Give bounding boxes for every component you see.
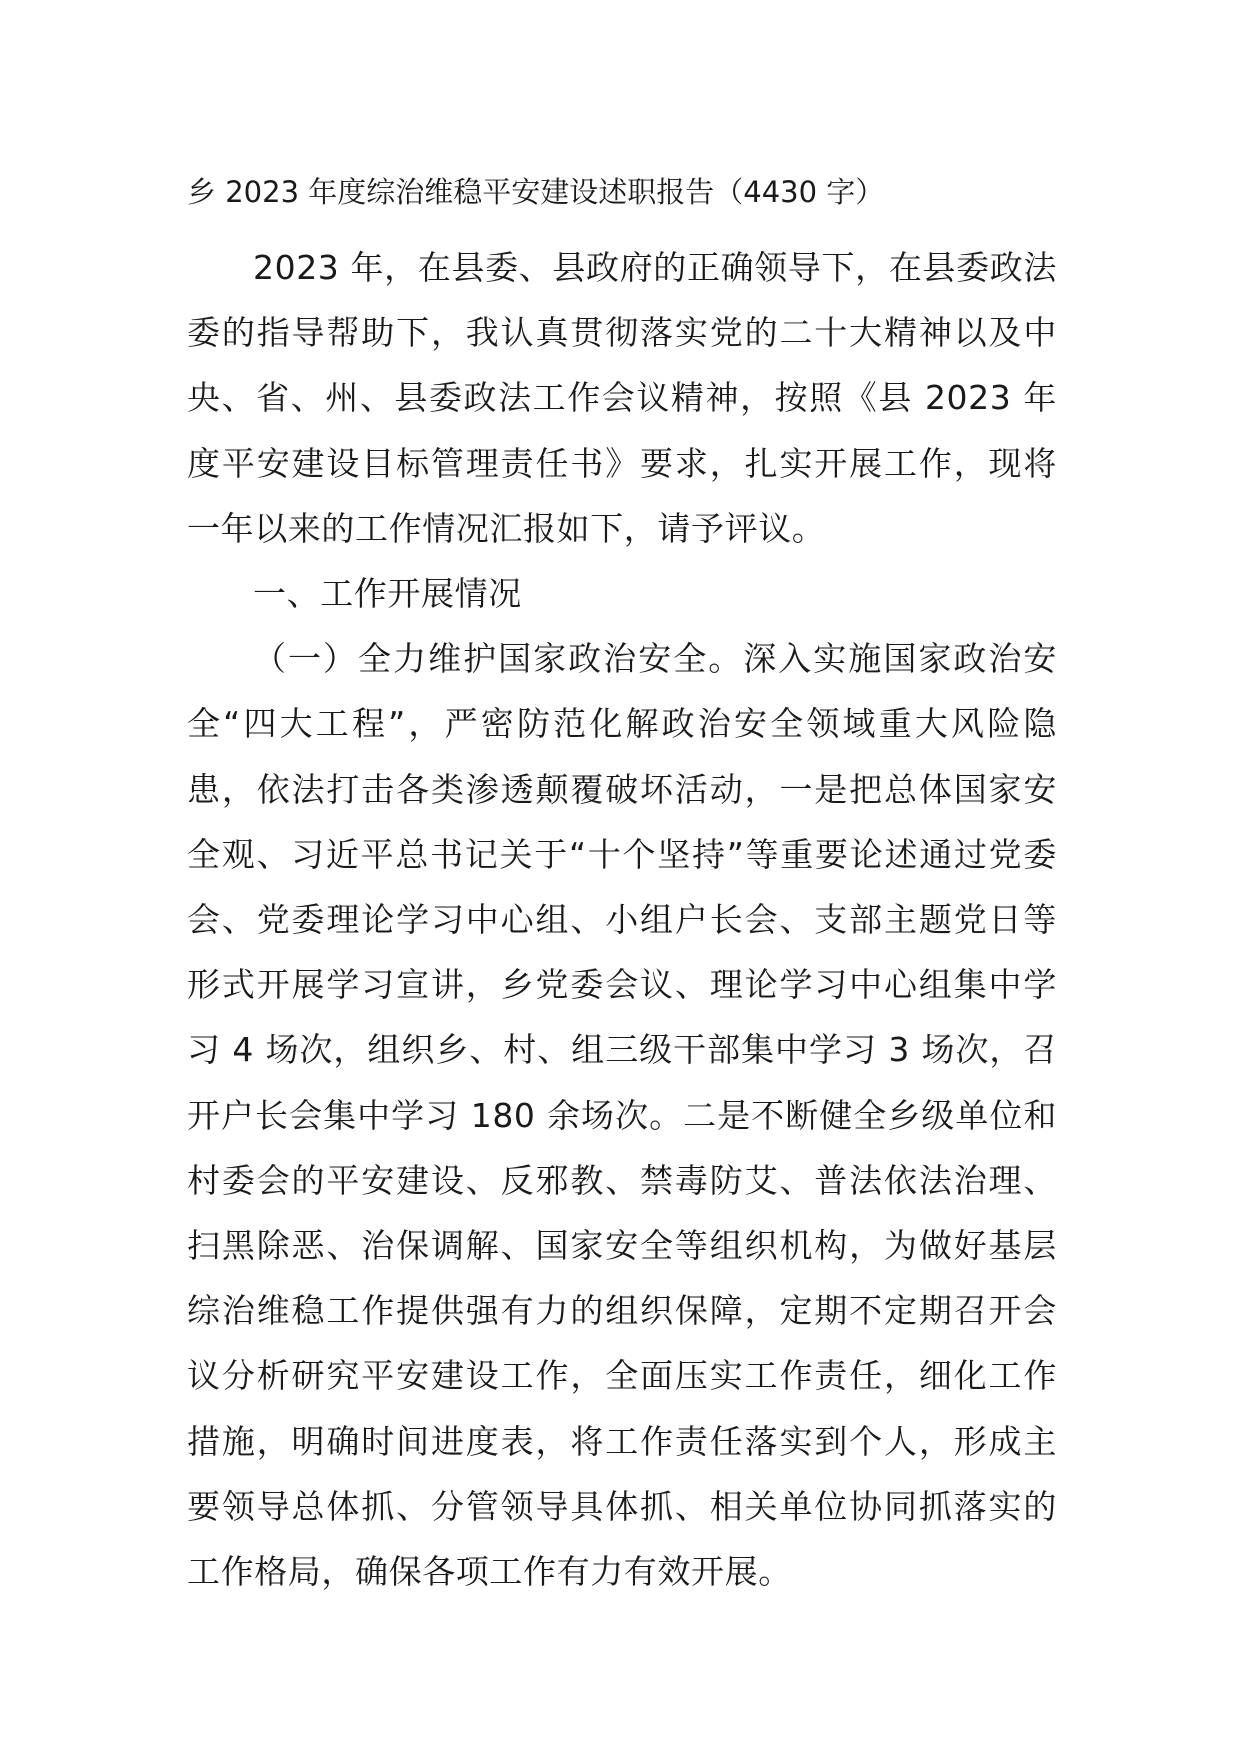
document-title: 乡 2023 年度综治维稳平安建设述职报告（4430 字） (187, 175, 885, 209)
document-body (187, 170, 1057, 1604)
intro-paragraph: 2023 年，在县委、县政府的正确领导下，在县委政法委的指导帮助下，我认真贯彻落实党的二十大精神以及中央、省、州、县委政法工作会议精神，按照《县 2023 年度平安建设目标管理责任书》要求，扎实开展工作，现将一年以来的工作情况汇报如下，请予评议。 (187, 248, 1057, 548)
section-heading: 一、工作开展情况 (253, 574, 522, 614)
body-paragraph: （一）全力维护国家政治安全。深入实施国家政治安全“四大工程”，严密防范化解政治安全领域重大风险隐患，依法打击各类渗透颠覆破坏活动，一是把总体国家安全观、习近平总书记关于“十个坚持”等重要论述通过党委会、党委理论学习中心组、小组户长会、支部主题党日等形式开展学习宣讲，乡党委会议、理论学习中心组集中学习 4 场次，组织乡、村、组三级干部集中学习 3 场次，召开户长会集中学习 180 余场次。二是不断健全乡级单位和村委会的平安建设、反邪教、禁毒防艾、普法依法治理、扫黑除恶、治保调解、国家安全等组织机构，为做好基层综治维稳工作提供强有力的组织保障，定期不定期召开会议分析研究平安建设工作，全面压实工作责任，细化工作措施，明确时间进度表，将工作责任落实到个人，形成主要领导总体抓、分管领导具体抓、相关单位协同抓落实的工作格局，确保各项工作有力有效开展。 (187, 639, 1057, 1592)
